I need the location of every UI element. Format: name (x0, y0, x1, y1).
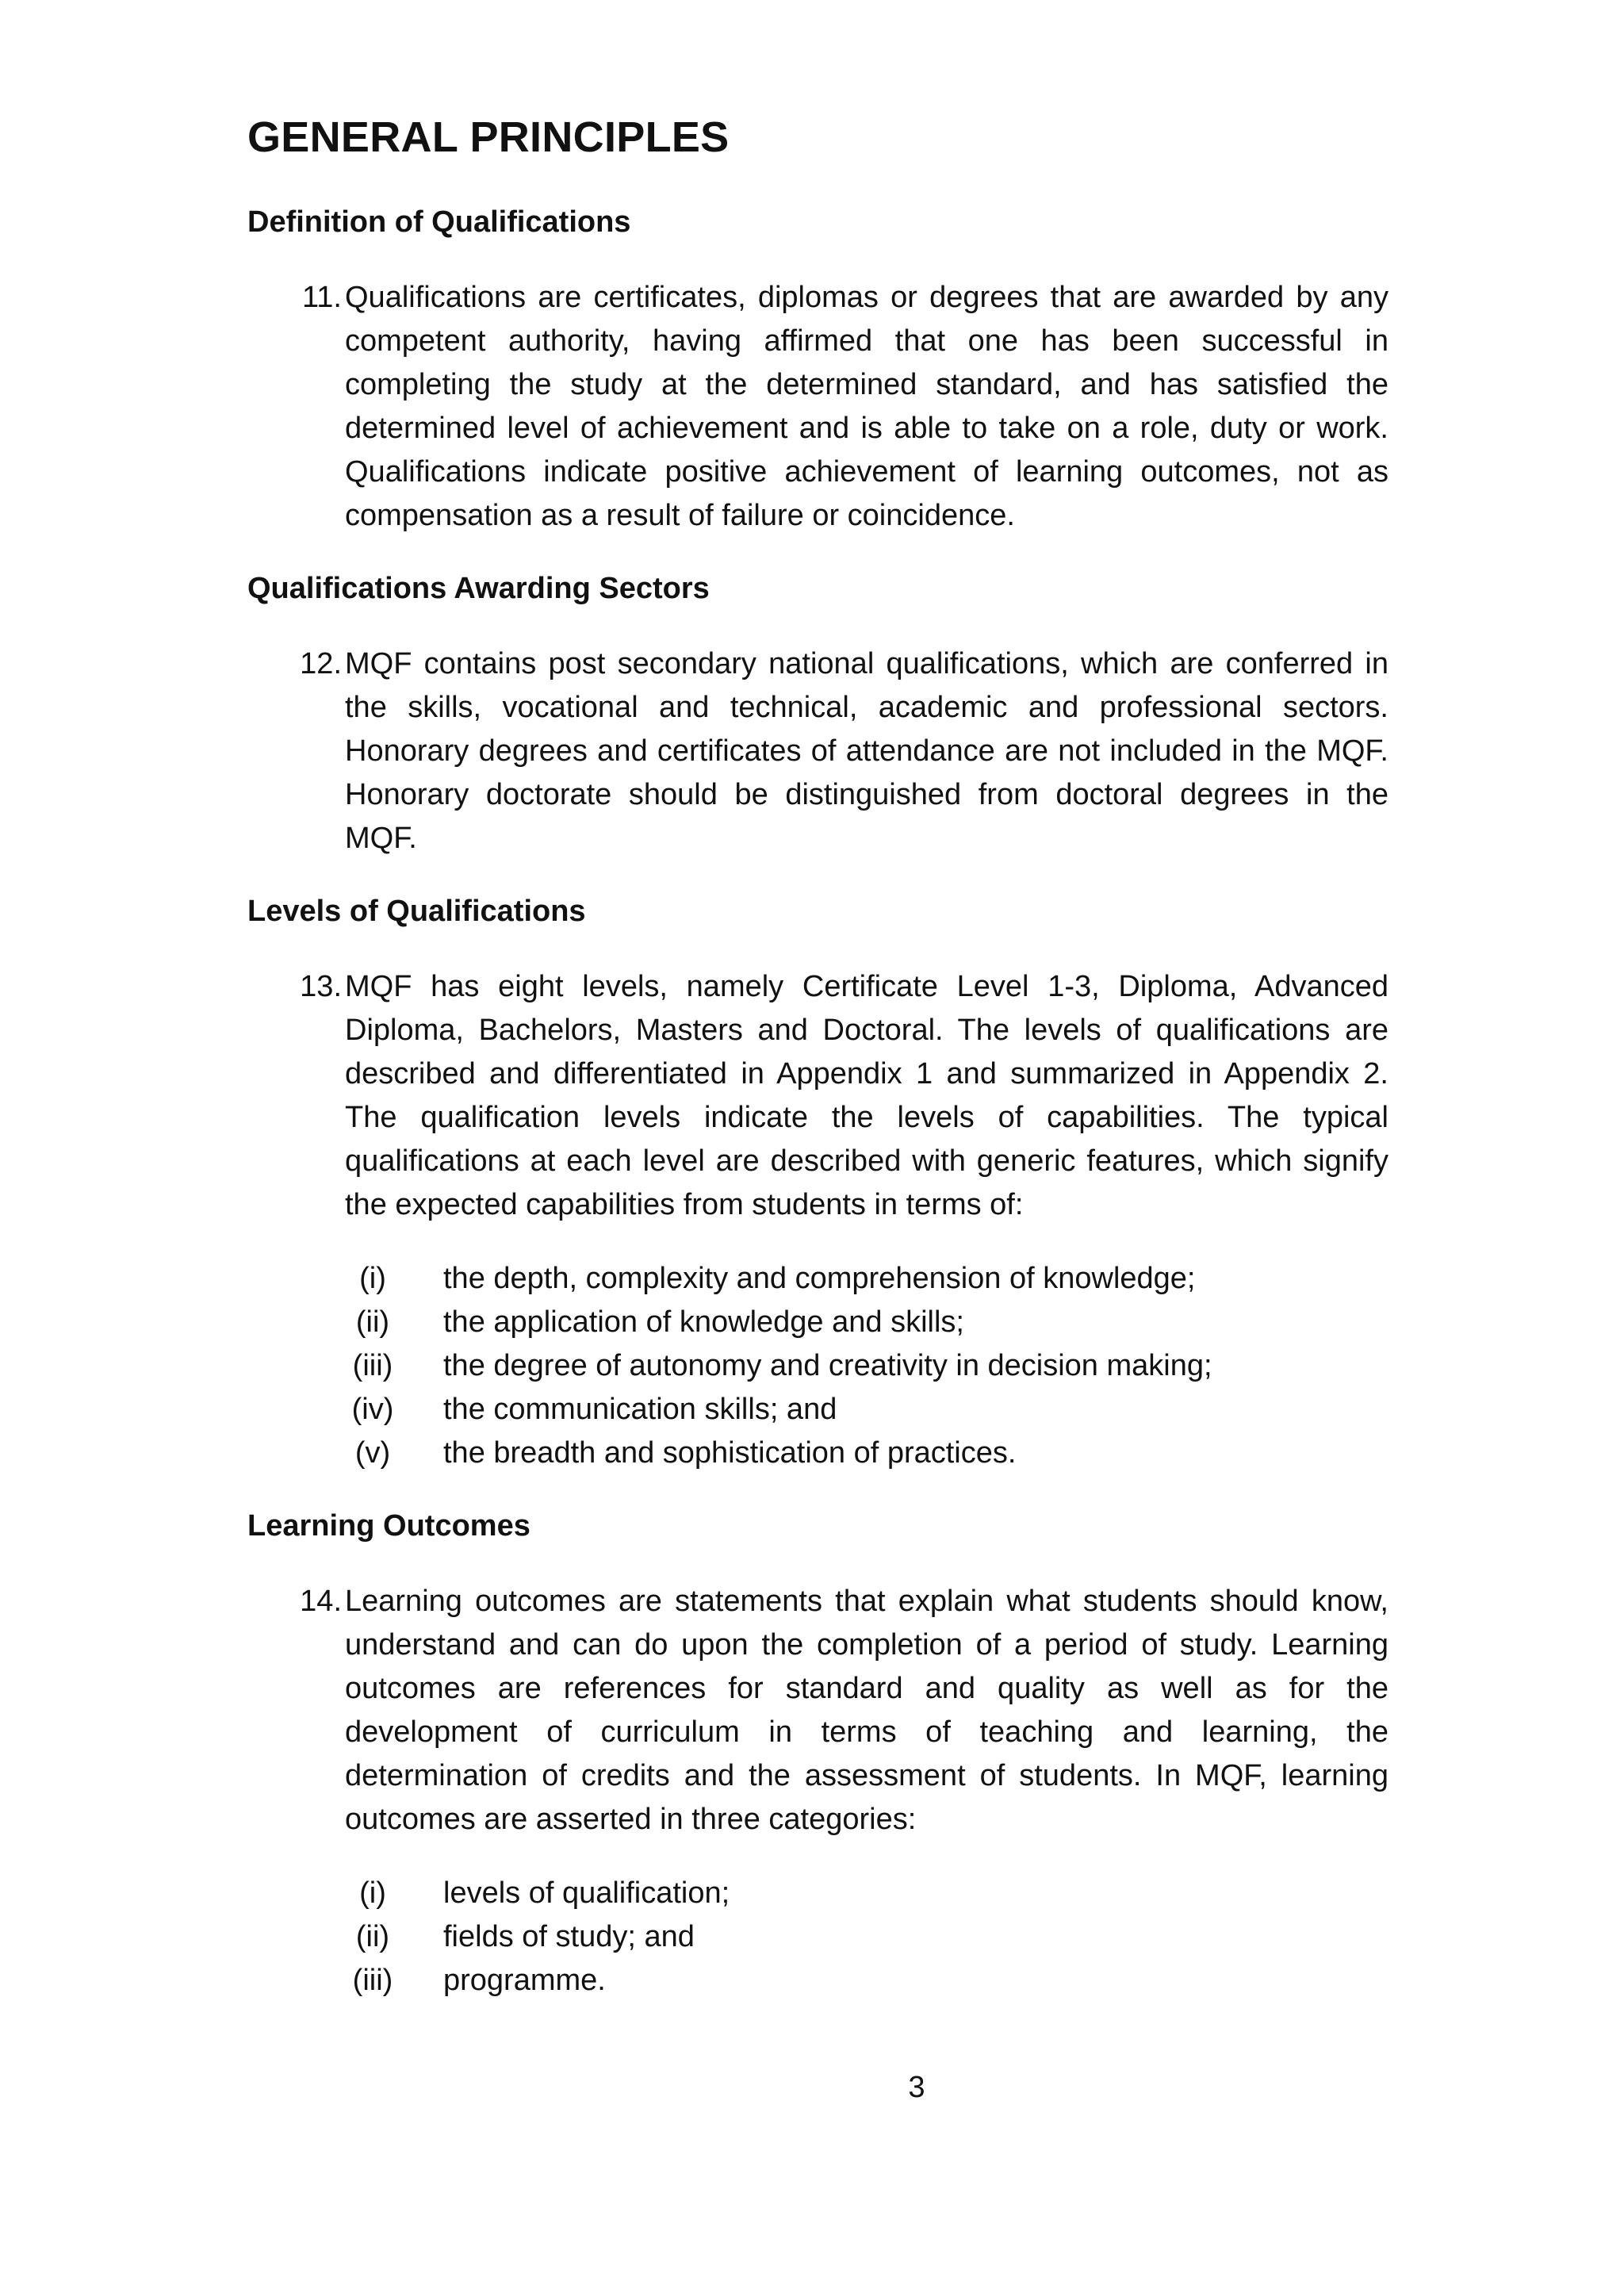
paragraph-body (345, 1580, 1388, 2003)
list-marker: (i) (359, 1876, 386, 1910)
list-item-text: the depth, complexity and comprehension of knowledge; (443, 1262, 1196, 1295)
paragraph-number: 13. (300, 970, 342, 1003)
list-item-text: the communication skills; and (443, 1393, 837, 1426)
list-marker: (ii) (355, 1305, 390, 1339)
list-item (345, 1257, 1388, 1301)
list-item (345, 1301, 1388, 1344)
section-heading-awarding-sectors: Qualifications Awarding Sectors (247, 572, 710, 605)
list-item (345, 1959, 1388, 2003)
list-marker: (ii) (355, 1920, 390, 1953)
paragraph-13 (247, 965, 1389, 1475)
list-item-text: fields of study; and (443, 1920, 695, 1953)
paragraph-number: 11. (301, 281, 342, 314)
paragraph-12 (247, 642, 1389, 861)
paragraph-number: 14. (300, 1585, 342, 1618)
paragraph-text: Qualifications are certificates, diplomas or degrees that are awarded by any competent authority, having affirmed that one has been successful in completing the study at the determined standard, and has satisfied the determined level of achievement and is able to take on a role, duty or work. Qualifications indicate positive achievement of learning outcomes, not as compensation as a result of failure or coincidence. (345, 281, 1388, 532)
paragraph-text: MQF has eight levels, namely Certificate Level 1-3, Diploma, Advanced Diploma, Bachelors, Masters and Doctoral. The levels of qualifications are described and differentiated in Appendix 1 and summarized in Appendix 2. The qualification levels indicate the levels of capabilities. The typical qualifications at each level are described with generic features, which signify the expected capabilities from students in terms of: (345, 970, 1388, 1221)
paragraph-11 (247, 276, 1389, 538)
section-heading-levels: Levels of Qualifications (247, 895, 586, 928)
paragraph-body (345, 965, 1388, 1475)
list-marker: (v) (354, 1436, 391, 1470)
list-item-text: levels of qualification; (443, 1876, 730, 1910)
list-item (345, 1432, 1388, 1475)
paragraph-number: 12. (300, 647, 342, 680)
list-item-text: the breadth and sophistication of practices. (443, 1436, 1017, 1470)
list-item-text: programme. (443, 1964, 606, 1997)
list-marker: (iv) (351, 1393, 394, 1426)
list-item-text: the application of knowledge and skills; (443, 1305, 964, 1339)
list-item-text: the degree of autonomy and creativity in decision making; (443, 1349, 1212, 1382)
outcome-categories-list (345, 1872, 1388, 2003)
list-marker: (iii) (352, 1349, 393, 1382)
list-item (345, 1915, 1388, 1959)
page-title: GENERAL PRINCIPLES (247, 113, 730, 161)
list-item (345, 1388, 1388, 1432)
capabilities-list (345, 1257, 1388, 1475)
section-heading-learning-outcomes: Learning Outcomes (247, 1509, 530, 1543)
list-item (345, 1872, 1388, 1915)
document-page (247, 109, 1389, 2034)
section-heading-definition: Definition of Qualifications (247, 205, 631, 239)
paragraph-14 (247, 1580, 1389, 2003)
paragraph-text: Learning outcomes are statements that explain what students should know, understand and can do upon the completion of a period of study. Learning outcomes are references for standard and quality as well as for the development of curriculum in terms of teaching and learning, the determination of credits and the assessment of students. In MQF, learning outcomes are asserted in three categories: (345, 1585, 1388, 1836)
list-marker: (i) (359, 1262, 386, 1295)
list-item (345, 1344, 1388, 1388)
page-number: 3 (908, 2071, 925, 2104)
list-marker: (iii) (352, 1964, 393, 1997)
paragraph-text: MQF contains post secondary national qualifications, which are conferred in the skills, vocational and technical, academic and professional sectors. Honorary degrees and certificates of attendance are not included in the MQF. Honorary doctorate should be distinguished from doctoral degrees in the MQF. (345, 647, 1388, 855)
